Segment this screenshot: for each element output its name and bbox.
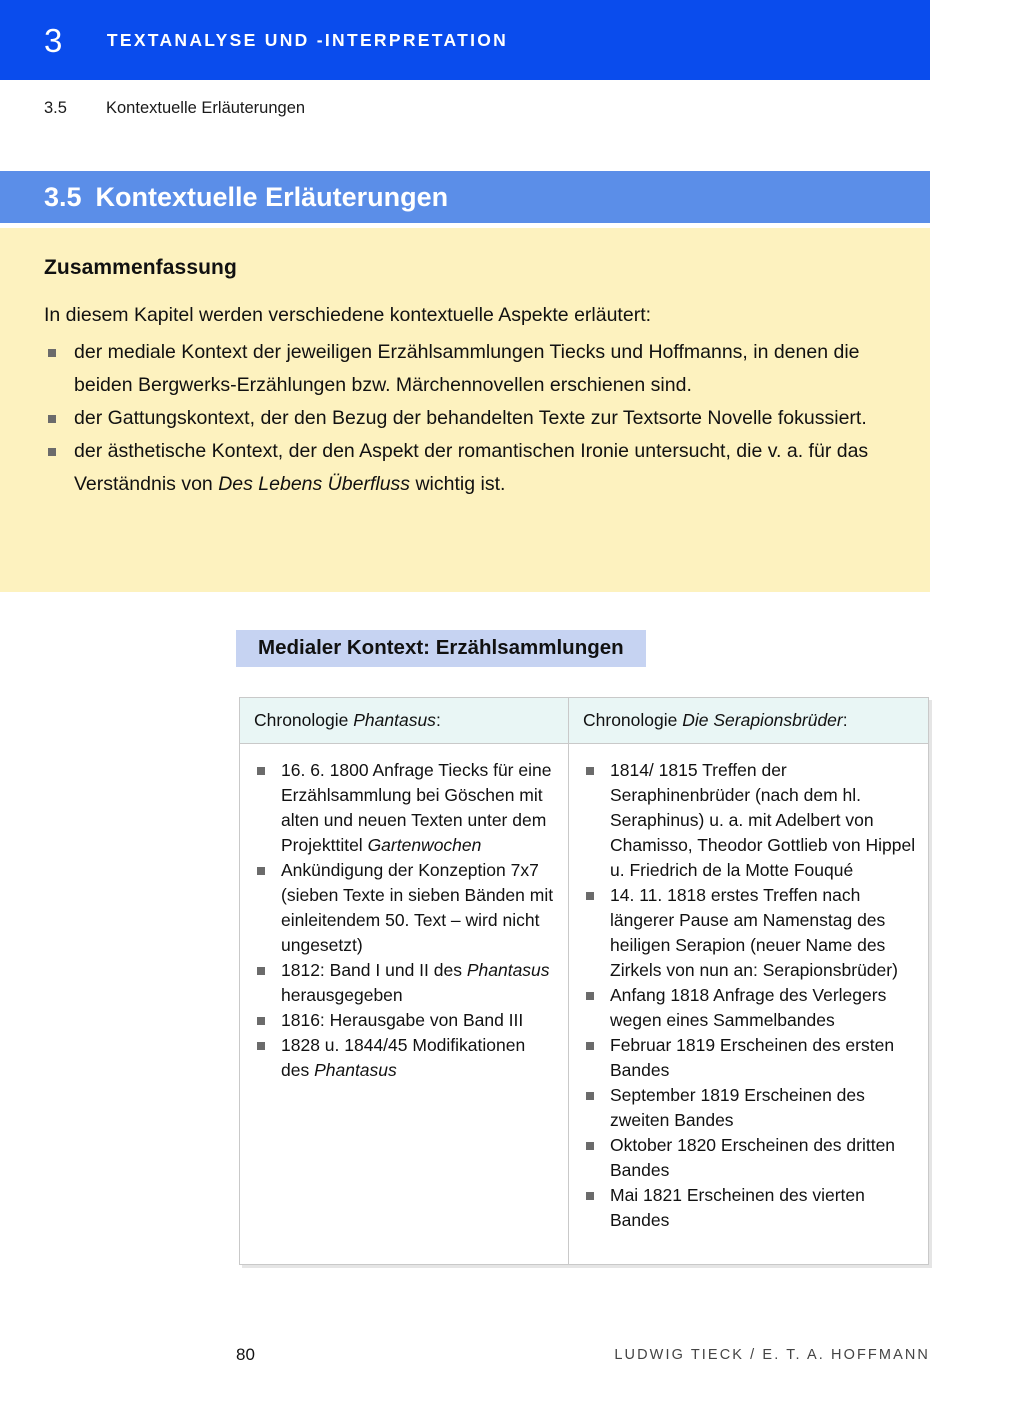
list-item bbox=[583, 1033, 916, 1083]
square-bullet-icon bbox=[586, 1042, 594, 1050]
square-bullet-icon bbox=[48, 448, 56, 456]
text-run: der ästhetische Kontext, der den Aspekt der romantischen Ironie untersucht, die v. a. für das Verständnis von bbox=[74, 439, 869, 495]
text-run: : bbox=[435, 710, 441, 730]
text-run: wichtig ist. bbox=[410, 472, 506, 495]
square-bullet-icon bbox=[586, 767, 594, 775]
list-item-text bbox=[281, 760, 551, 855]
square-bullet-icon bbox=[257, 867, 265, 875]
square-bullet-icon bbox=[48, 415, 56, 423]
list-item-text bbox=[74, 440, 868, 495]
text-run: Oktober 1820 Erscheinen des dritten Bandes bbox=[610, 1135, 896, 1180]
list-item bbox=[254, 858, 556, 958]
text-run: 14. 11. 1818 erstes Treffen nach längerer Pause am Namenstag des heiligen Serapion (neuer Name des Zirkels von nun an: Serapionsbrüder) bbox=[610, 885, 898, 980]
text-run: 16. 6. 1800 Anfrage Tiecks für eine Erzählsammlung bei Göschen mit alten und neuen Texten unter dem Projekttitel bbox=[281, 760, 552, 855]
square-bullet-icon bbox=[257, 1017, 265, 1025]
text-run: Mai 1821 Erscheinen des vierten Bandes bbox=[610, 1185, 865, 1230]
list-item-text bbox=[281, 1035, 525, 1080]
list-item-text bbox=[610, 885, 898, 980]
text-run: Chronologie bbox=[583, 710, 683, 730]
square-bullet-icon bbox=[586, 1192, 594, 1200]
text-run: herausgegeben bbox=[281, 985, 403, 1005]
list-item-text bbox=[74, 407, 867, 429]
list-item-text bbox=[281, 860, 553, 955]
list-item-text bbox=[610, 1185, 865, 1230]
summary-title: Zusammenfassung bbox=[44, 256, 237, 279]
list-item-text bbox=[610, 985, 886, 1030]
list-item-text bbox=[281, 960, 550, 1005]
square-bullet-icon bbox=[586, 892, 594, 900]
list-item-text bbox=[610, 1035, 894, 1080]
list-item bbox=[254, 958, 556, 1008]
list-item-text bbox=[610, 760, 915, 880]
list-item bbox=[254, 758, 556, 858]
chapter-title: TEXTANALYSE UND -INTERPRETATION bbox=[106, 29, 509, 50]
list-item-text bbox=[74, 341, 860, 396]
text-run: Februar 1819 Erscheinen des ersten Bandes bbox=[610, 1035, 895, 1080]
section-number: 3.5 bbox=[44, 181, 82, 212]
list-item-text bbox=[281, 1010, 523, 1030]
text-run: der Gattungskontext, der den Bezug der behandelten Texte zur Textsorte Novelle fokussiert. bbox=[74, 406, 867, 429]
text-run: 1816: Herausgabe von Band III bbox=[281, 1010, 524, 1030]
chronology-table bbox=[239, 697, 929, 1265]
column-header-phantasus bbox=[240, 698, 569, 743]
list-item bbox=[583, 758, 916, 883]
column-header-serapionsbrueder bbox=[569, 698, 928, 743]
list-item bbox=[44, 435, 886, 501]
text-run: 1814/ 1815 Treffen der Seraphinenbrüder (nach dem hl. Seraphinus) u. a. mit Adelbert von Chamisso, Theodor Gottlieb von Hippel u. Friedrich de la Motte Fouqué bbox=[610, 760, 916, 880]
list-item bbox=[44, 402, 886, 435]
breadcrumb bbox=[44, 99, 305, 118]
text-run: 1828 u. 1844/45 Modifikationen des bbox=[281, 1035, 526, 1080]
square-bullet-icon bbox=[48, 349, 56, 357]
breadcrumb-number: 3.5 bbox=[44, 99, 67, 117]
list-item bbox=[254, 1033, 556, 1083]
list-item bbox=[583, 1183, 916, 1233]
square-bullet-icon bbox=[257, 1042, 265, 1050]
table-header-row bbox=[240, 698, 928, 744]
phantasus-chronology-list bbox=[254, 758, 556, 1083]
list-item-text bbox=[610, 1135, 895, 1180]
table-title-badge: Medialer Kontext: Erzählsammlungen bbox=[236, 630, 646, 667]
section-title: Kontextuelle Erläuterungen bbox=[95, 181, 449, 212]
text-run: September 1819 Erscheinen des zweiten Bandes bbox=[610, 1085, 865, 1130]
italic-title: Phantasus bbox=[314, 1060, 397, 1080]
summary-box bbox=[0, 228, 930, 592]
serapionsbrueder-chronology-list bbox=[583, 758, 916, 1233]
section-heading-bar bbox=[0, 171, 930, 223]
square-bullet-icon bbox=[257, 967, 265, 975]
text-run: Anfang 1818 Anfrage des Verlegers wegen eines Sammelbandes bbox=[610, 985, 887, 1030]
table-cell-phantasus bbox=[240, 744, 569, 1264]
list-item-text bbox=[610, 1085, 865, 1130]
text-run: der mediale Kontext der jeweiligen Erzählsammlungen Tiecks und Hoffmanns, in denen die beiden Bergwerks-Erzählungen bzw. Märchennovellen erschienen sind. bbox=[74, 340, 860, 396]
list-item bbox=[583, 883, 916, 983]
text-run: : bbox=[842, 710, 848, 730]
summary-lead-text: In diesem Kapitel werden verschiedene kontextuelle Aspekte erläutert: bbox=[44, 304, 652, 326]
text-run: 1812: Band I und II des bbox=[281, 960, 467, 980]
list-item bbox=[583, 1083, 916, 1133]
italic-title: Die Serapionsbrüder bbox=[682, 710, 843, 730]
italic-title: Phantasus bbox=[466, 960, 550, 980]
square-bullet-icon bbox=[586, 1092, 594, 1100]
italic-title: Gartenwochen bbox=[367, 835, 482, 855]
square-bullet-icon bbox=[586, 992, 594, 1000]
list-item bbox=[583, 983, 916, 1033]
list-item bbox=[254, 1008, 556, 1033]
chapter-number: 3 bbox=[44, 21, 63, 59]
summary-bullet-list bbox=[44, 336, 886, 501]
footer-book-title: LUDWIG TIECK / E. T. A. HOFFMANN bbox=[614, 1347, 930, 1363]
text-run: Chronologie bbox=[254, 710, 354, 730]
chapter-header-bar bbox=[0, 0, 930, 80]
italic-title: Des Lebens Überfluss bbox=[218, 472, 411, 495]
list-item bbox=[44, 336, 886, 402]
square-bullet-icon bbox=[257, 767, 265, 775]
list-item bbox=[583, 1133, 916, 1183]
table-cell-serapionsbrueder bbox=[569, 744, 928, 1264]
table-body-row bbox=[240, 744, 928, 1264]
footer-page-number: 80 bbox=[236, 1345, 255, 1364]
text-run: Ankündigung der Konzeption 7x7 (sieben Texte in sieben Bänden mit einleitendem 50. Text – wird nicht ungesetzt) bbox=[281, 860, 554, 955]
italic-title: Phantasus bbox=[353, 710, 436, 730]
square-bullet-icon bbox=[586, 1142, 594, 1150]
breadcrumb-label: Kontextuelle Erläuterungen bbox=[106, 99, 306, 117]
